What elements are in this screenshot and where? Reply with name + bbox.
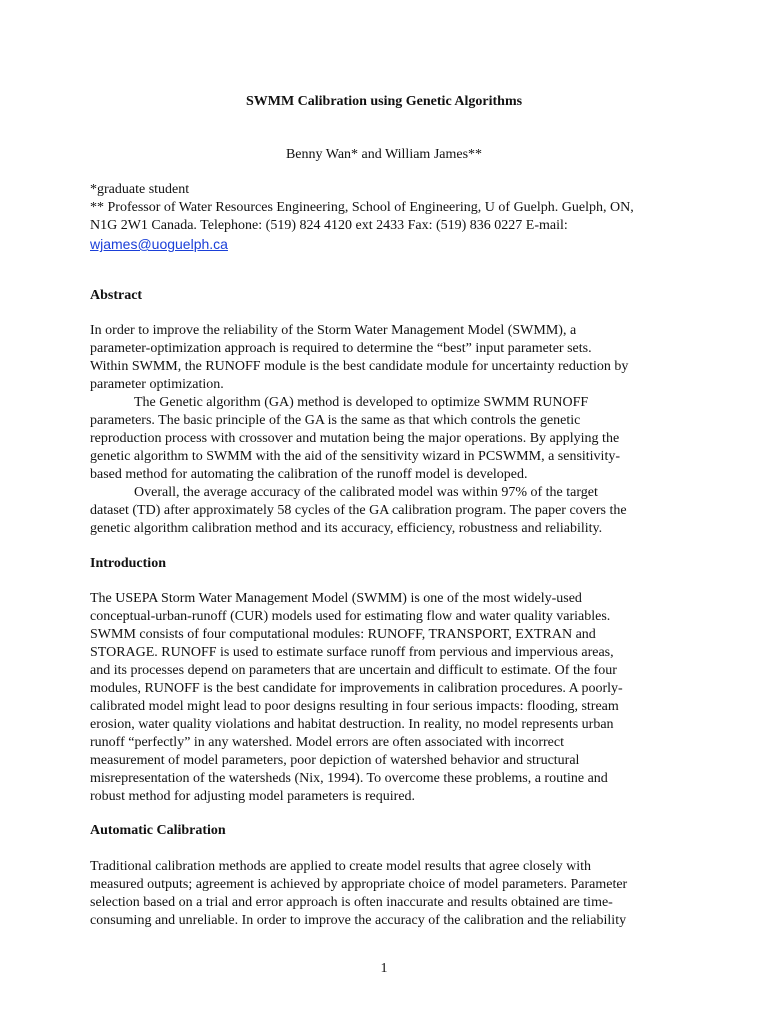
calibration-line: measured outputs; agreement is achieved by appropriate choice of model parameters. Parameter <box>90 877 628 892</box>
abstract-line: The Genetic algorithm (GA) method is developed to optimize SWMM RUNOFF <box>134 395 589 410</box>
introduction-body <box>90 590 680 806</box>
affiliation-line: N1G 2W1 Canada. Telephone: (519) 824 4120 ext 2433 Fax: (519) 836 0227 E-mail: <box>90 218 568 233</box>
abstract-line: genetic algorithm to SWMM with the aid of the sensitivity wizard in PCSWMM, a sensitivity- <box>90 449 620 464</box>
introduction-line: conceptual-urban-runoff (CUR) models used for estimating flow and water quality variables. <box>90 609 611 624</box>
abstract-line: In order to improve the reliability of the Storm Water Management Model (SWMM), a <box>90 323 577 338</box>
abstract-heading: Abstract <box>90 288 143 303</box>
authors-line: Benny Wan* and William James** <box>285 147 483 162</box>
automatic-calibration-heading: Automatic Calibration <box>90 823 226 838</box>
introduction-line: STORAGE. RUNOFF is used to estimate surface runoff from pervious and impervious areas, <box>90 645 614 660</box>
introduction-line: calibrated model might lead to poor designs resulting in four serious impacts: flooding, stream <box>90 699 619 714</box>
introduction-heading: Introduction <box>90 556 166 571</box>
calibration-line: Traditional calibration methods are applied to create model results that agree closely with <box>90 859 591 874</box>
automatic-calibration-body <box>90 858 680 930</box>
introduction-line: SWMM consists of four computational modules: RUNOFF, TRANSPORT, EXTRAN and <box>90 627 596 642</box>
introduction-line: The USEPA Storm Water Management Model (SWMM) is one of the most widely-used <box>90 591 582 606</box>
calibration-line: consuming and unreliable. In order to improve the accuracy of the calibration and the reliability <box>90 913 627 928</box>
introduction-line: and its processes depend on parameters that are uncertain and difficult to estimate. Of the four <box>90 663 617 678</box>
affiliation-line: *graduate student <box>90 182 190 197</box>
abstract-line: genetic algorithm calibration method and its accuracy, efficiency, robustness and reliability. <box>90 521 603 536</box>
abstract-line: reproduction process with crossover and mutation being the major operations. By applying the <box>90 431 620 446</box>
abstract-line: parameters. The basic principle of the GA is the same as that which controls the genetic <box>90 413 581 428</box>
email-link[interactable]: wjames@uoguelph.ca <box>90 236 228 252</box>
affiliation-line: ** Professor of Water Resources Engineering, School of Engineering, U of Guelph. Guelph, ON, <box>90 200 634 215</box>
introduction-line: modules, RUNOFF is the best candidate for improvements in calibration procedures. A poorly- <box>90 681 623 696</box>
abstract-body <box>90 322 680 538</box>
abstract-line: Overall, the average accuracy of the calibrated model was within 97% of the target <box>134 485 598 500</box>
abstract-line: Within SWMM, the RUNOFF module is the best candidate module for uncertainty reduction by <box>90 359 629 374</box>
abstract-line: parameter optimization. <box>90 377 224 392</box>
abstract-line: parameter-optimization approach is required to determine the “best” input parameter sets. <box>90 341 592 356</box>
introduction-line: measurement of model parameters, poor depiction of watershed behavior and structural <box>90 753 580 768</box>
abstract-line: based method for automating the calibration of the runoff model is developed. <box>90 467 528 482</box>
abstract-line: dataset (TD) after approximately 58 cycles of the GA calibration program. The paper covers the <box>90 503 627 518</box>
introduction-line: robust method for adjusting model parameters is required. <box>90 789 416 804</box>
introduction-line: runoff “perfectly” in any watershed. Model errors are often associated with incorrect <box>90 735 564 750</box>
introduction-line: misrepresentation of the watersheds (Nix, 1994). To overcome these problems, a routine and <box>90 771 608 786</box>
page-number: 1 <box>380 961 388 976</box>
calibration-line: selection based on a trial and error approach is often inaccurate and results obtained are time- <box>90 895 613 910</box>
introduction-line: erosion, water quality violations and habitat destruction. In reality, no model represents urban <box>90 717 614 732</box>
paper-title: SWMM Calibration using Genetic Algorithms <box>245 94 523 109</box>
affiliations-block <box>90 181 680 255</box>
